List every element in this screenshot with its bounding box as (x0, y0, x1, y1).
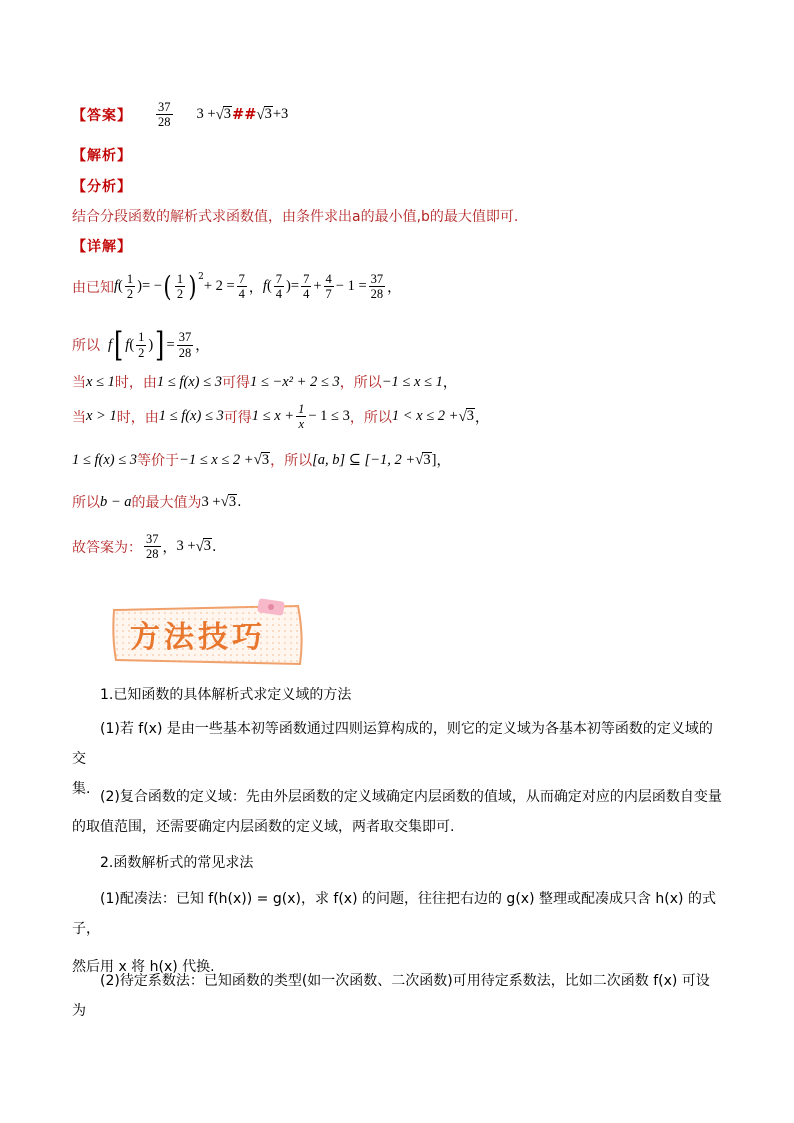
detail-line-1: 由已知 f ( $\frac{1}{2}$ ) = − ( $\frac{1}{2}$ ) $^2$ + 2 = $\frac{7}{4}$ ， f ( $\frac{7}{4}$ ) = $\frac{7}{4}$ + $\frac{4}{7}$ − 1 = $\frac{37}{28}$ ， (72, 269, 402, 303)
sqrt-symbol: √ 3 (195, 538, 212, 556)
detail-line-2: 所以 f [ f ( $\frac{1}{2}$ ) ] = $\frac{37}{28}$ ， (72, 325, 210, 365)
method-paragraph-2: (1)若 f(x) 是由一些基本初等函数通过四则运算构成的，则它的定义域为各基本初等函数的定义域的交 集. (72, 721, 713, 797)
sqrt-symbol: √ 3 (256, 106, 272, 124)
detail-line-7: 故答案为： $\frac{37}{28}$ ， 3 + √ 3 . (72, 532, 217, 562)
answer-line: 【答案】 $\frac{37}{28}$ 3 + √ 3 ## √ 3 +3 (72, 100, 289, 130)
answer-separator: ## (232, 106, 257, 124)
sqrt-symbol: √ 3 (220, 493, 237, 511)
method-paragraph-3: (2)复合函数的定义域：先由外层函数的定义域确定内层函数的值域，从而确定对应的内层函数自变量 的取值范围，还需要确定内层函数的定义域，两者取交集即可. (72, 789, 722, 835)
sqrt-symbol: √ 3 (215, 106, 232, 124)
detail-line-3: 当 x ≤ 1 时，由 1 ≤ f(x) ≤ 3 可得 1 ≤ −x² + 2 ≤ 3 ，所以 −1 ≤ x ≤ 1 ， (72, 373, 457, 391)
xiangjie-heading: 【详解】 (72, 239, 132, 255)
analysis-text: 结合分段函数的解析式求函数值，由条件求出a的最小值,b的最大值即可. (72, 209, 519, 225)
detail-line-5: 1 ≤ f(x) ≤ 3 等价于 −1 ≤ x ≤ 2 + √ 3 ，所以 [a, b] ⊆ [−1, 2 + √ 3 ] ， (72, 451, 451, 469)
fenxi-heading: 【分析】 (72, 179, 132, 195)
detail-line-4: 当 x > 1 时，由 1 ≤ f(x) ≤ 3 可得 1 ≤ x + $\frac{1}{x}$ − 1 ≤ 3 ，所以 1 < x ≤ 2 + √ 3 ， (72, 402, 489, 432)
method-paragraph-6: (2)待定系数法：已知函数的类型(如一次函数、二次函数)可用待定系数法，比如二次函数 f(x) 可设为 (72, 973, 710, 1019)
banner-title: 方法技巧 (130, 620, 266, 655)
method-paragraph-4: 2.函数解析式的常见求法 (100, 855, 254, 871)
jiexi-heading: 【解析】 (72, 148, 132, 164)
sqrt-symbol: √ 3 (253, 451, 270, 469)
method-banner (108, 598, 308, 668)
sqrt-symbol: √ 3 (415, 451, 431, 469)
method-paragraph-1: 1.已知函数的具体解析式求定义域的方法 (100, 687, 352, 703)
detail-line-6: 所以 b − a 的最大值为 3 + √ 3 . (72, 493, 242, 511)
method-paragraph-5: (1)配凑法：已知 f(h(x)) = g(x)，求 f(x) 的问题，往往把右边的 g(x) 整理或配凑成只含 h(x) 的式子， 然后用 x 将 h(x) 代换. (72, 891, 716, 975)
answer-tag: 【答案】 (72, 107, 132, 124)
answer-2-prefix: 3 + (196, 106, 216, 123)
answer-fraction: $\frac{37}{28}$ (158, 100, 171, 130)
sqrt-symbol: √ 3 (458, 408, 474, 426)
